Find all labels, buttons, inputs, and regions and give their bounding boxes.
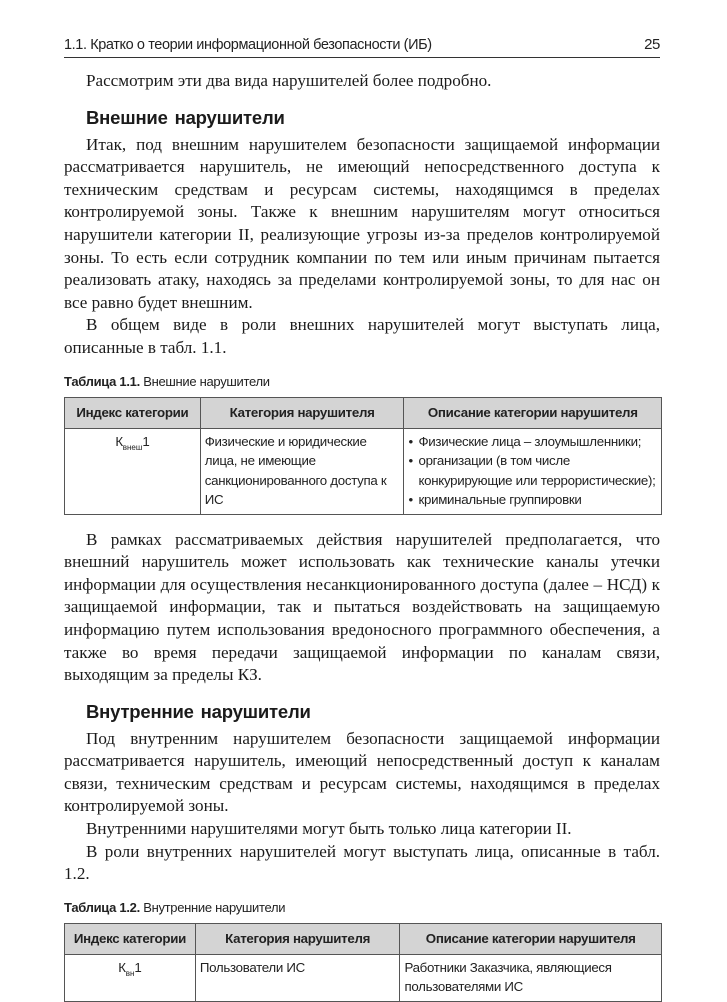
column-header: Описание категории нарушителя — [404, 397, 662, 428]
external-violators-table — [64, 397, 662, 515]
index-number: 1 — [142, 433, 150, 449]
book-page — [64, 36, 660, 1002]
column-header: Индекс категории — [65, 923, 196, 954]
table-header-row — [65, 923, 662, 954]
list-item: • Физические лица – злоумышленники; — [408, 432, 657, 452]
internal-violators-table — [64, 923, 662, 1002]
description-list — [408, 432, 657, 510]
list-item: • организации (в том числе конкурирующие или террористические); — [408, 451, 657, 490]
table-row — [65, 428, 662, 514]
table-caption-title: Внутренние нарушители — [143, 899, 286, 915]
column-header: Индекс категории — [65, 397, 201, 428]
category-index-cell — [65, 428, 201, 514]
column-header: Описание категории нарушителя — [400, 923, 662, 954]
paragraph: В общем виде в роли внешних нарушителей могут выступать лица, описанные в табл. 1.1. — [64, 315, 660, 357]
list-item: • криминальные группировки — [408, 490, 657, 510]
description-cell: Работники Заказчика, являющиеся пользователями ИС — [400, 954, 662, 1001]
section-heading-external: Внешние нарушители — [86, 106, 285, 128]
table-header-row — [65, 397, 662, 428]
table-caption-label: Таблица 1.2. — [64, 899, 140, 915]
page-number: 25 — [644, 36, 660, 53]
column-header: Категория нарушителя — [200, 397, 404, 428]
index-letter: К — [118, 959, 126, 975]
table-caption-title: Внешние нарушители — [143, 373, 270, 389]
category-index-cell — [65, 954, 196, 1001]
index-letter: К — [115, 433, 123, 449]
table-caption — [64, 900, 660, 915]
table-caption-label: Таблица 1.1. — [64, 373, 140, 389]
paragraph: Итак, под внешним нарушителем безопасности защищаемой информации рассматривается нарушитель, не имеющий непосредственного доступа к техническим средствам и ресурсам системы, находящимся в пределах контролируемой зоны. Также к внешним нарушителям могут относиться нарушители категории II, реализующие угрозы из-за пределов контролируемой зоны. То есть если сотрудник компании по тем или иным причинам пытается реализовать атаку, находясь за пределами контролируемой зоны, то для нас он все равно будет внешним. — [64, 134, 660, 312]
category-cell: Физические и юридические лица, не имеющие санкционированного доступа к ИС — [200, 428, 404, 514]
section-heading-internal: Внутренние нарушители — [86, 700, 311, 722]
paragraph: Внутренними нарушителями могут быть только лица категории II. — [86, 819, 572, 839]
paragraph: В роли внутренних нарушителей могут выступать лица, описанные в табл. 1.2. — [64, 841, 660, 884]
column-header: Категория нарушителя — [195, 923, 400, 954]
category-cell: Пользователи ИС — [195, 954, 400, 1001]
description-cell — [404, 428, 662, 514]
paragraph: Под внутренним нарушителем безопасности защищаемой информации рассматривается нарушитель, имеющий непосредственный доступ к каналам связи, техническим средствам и ресурсам системы, находящимся в пределах контролируемой зоны. — [64, 728, 660, 816]
index-subscript: внеш — [122, 442, 143, 452]
index-subscript: вн — [125, 968, 135, 978]
running-title: 1.1. Кратко о теории информационной безопасности (ИБ) — [64, 37, 432, 53]
index-number: 1 — [134, 959, 142, 975]
paragraph: В рамках рассматриваемых действия нарушителей предполагается, что внешний нарушитель может использовать как технические каналы утечки информации для осуществления несанкционированного доступа (далее – НСД) к защищаемой информации, так и пытаться воздействовать на защищаемую информацию путем использования вредоносного программного обеспечения, а также во время передачи защищаемой информации по каналам связи, выходящим за пределы КЗ. — [64, 529, 660, 685]
intro-paragraph: Рассмотрим эти два вида нарушителей более подробно. — [86, 71, 492, 90]
running-header — [64, 36, 660, 58]
table-caption — [64, 374, 660, 389]
table-row — [65, 954, 662, 1001]
